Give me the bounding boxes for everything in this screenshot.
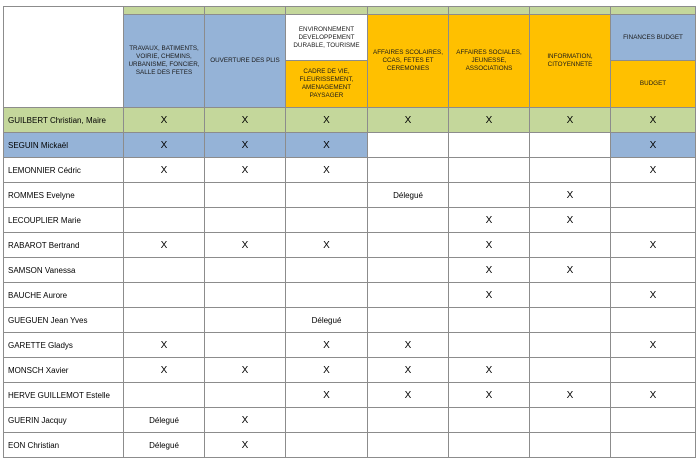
assignment-cell: X (611, 333, 696, 358)
assignment-cell: X (449, 108, 530, 133)
assignment-cell: X (530, 183, 611, 208)
assignment-cell (286, 208, 368, 233)
assignment-cell (449, 308, 530, 333)
band-cell (124, 7, 205, 15)
assignment-cell (286, 183, 368, 208)
assignment-cell: X (286, 233, 368, 258)
assignment-cell (368, 433, 449, 458)
assignment-cell: X (205, 108, 286, 133)
assignment-cell (611, 433, 696, 458)
assignment-cell: X (286, 383, 368, 408)
assignment-cell (124, 208, 205, 233)
assignment-cell: X (449, 208, 530, 233)
assignment-cell: X (449, 358, 530, 383)
table-row (4, 408, 696, 433)
assignment-cell (530, 283, 611, 308)
table-row (4, 383, 696, 408)
assignment-cell (205, 208, 286, 233)
header-ouverture-plis: OUVERTURE DES PLIS (205, 15, 286, 108)
assignment-cell: X (368, 383, 449, 408)
band-cell (449, 7, 530, 15)
assignment-cell: X (205, 358, 286, 383)
assignment-cell (530, 308, 611, 333)
assignment-cell (449, 333, 530, 358)
assignment-cell: X (124, 358, 205, 383)
assignment-cell: X (124, 233, 205, 258)
assignment-cell (286, 283, 368, 308)
assignment-cell (449, 433, 530, 458)
assignment-cell: X (286, 108, 368, 133)
assignment-cell (124, 383, 205, 408)
assignment-cell: X (611, 383, 696, 408)
assignment-cell (124, 183, 205, 208)
table-row (4, 258, 696, 283)
band-cell (368, 7, 449, 15)
member-name: SEGUIN Mickaël (4, 133, 124, 158)
assignment-cell: X (205, 158, 286, 183)
member-name: MONSCH Xavier (4, 358, 124, 383)
assignment-cell (530, 408, 611, 433)
assignment-cell: X (611, 133, 696, 158)
assignment-cell: X (124, 133, 205, 158)
header-budget: BUDGET (611, 61, 696, 108)
table-row (4, 333, 696, 358)
table-row (4, 183, 696, 208)
assignment-cell (205, 383, 286, 408)
member-name: HERVE GUILLEMOT Estelle (4, 383, 124, 408)
header-environnement: ENVIRONNEMENT DEVELOPPEMENT DURABLE, TOURISME (286, 15, 368, 61)
assignment-cell: X (124, 333, 205, 358)
band-cell (530, 7, 611, 15)
assignment-cell: X (368, 108, 449, 133)
table-row (4, 158, 696, 183)
assignment-cell (449, 183, 530, 208)
assignment-cell: X (611, 233, 696, 258)
assignment-cell: X (205, 433, 286, 458)
assignment-cell (611, 208, 696, 233)
assignment-cell: X (530, 383, 611, 408)
assignment-cell (530, 233, 611, 258)
member-name: GARETTE Gladys (4, 333, 124, 358)
assignment-cell (205, 258, 286, 283)
header-affaires-sociales: AFFAIRES SOCIALES, JEUNESSE, ASSOCIATIONS (449, 15, 530, 108)
table-row (4, 308, 696, 333)
assignment-cell: X (286, 133, 368, 158)
assignment-cell (368, 158, 449, 183)
member-name: ROMMES Evelyne (4, 183, 124, 208)
member-name: SAMSON Vanessa (4, 258, 124, 283)
assignment-cell (449, 408, 530, 433)
assignment-cell: X (286, 358, 368, 383)
assignment-cell: X (286, 158, 368, 183)
assignment-cell (205, 183, 286, 208)
assignment-cell: Délegué (286, 308, 368, 333)
member-name: GUILBERT Christian, Maire (4, 108, 124, 133)
band-cell (286, 7, 368, 15)
assignment-cell (449, 133, 530, 158)
assignment-cell (611, 358, 696, 383)
assignment-cell (530, 133, 611, 158)
assignment-cell: X (205, 233, 286, 258)
assignment-cell (286, 433, 368, 458)
assignment-cell: X (368, 333, 449, 358)
member-name: EON Christian (4, 433, 124, 458)
member-name: GUEGUEN Jean Yves (4, 308, 124, 333)
assignment-cell (368, 258, 449, 283)
assignment-cell (368, 233, 449, 258)
header-affaires-scolaires: AFFAIRES SCOLAIRES, CCAS, FETES ET CEREMONIES (368, 15, 449, 108)
assignment-cell (530, 158, 611, 183)
assignment-cell (205, 308, 286, 333)
corner-cell (4, 7, 124, 108)
assignment-cell (611, 408, 696, 433)
assignment-cell: Délegué (124, 433, 205, 458)
member-name: RABAROT Bertrand (4, 233, 124, 258)
assignment-cell: X (449, 258, 530, 283)
assignment-cell (124, 283, 205, 308)
assignment-cell (124, 258, 205, 283)
header-travaux: TRAVAUX, BATIMENTS, VOIRIE, CHEMINS, URBANISME, FONCIER, SALLE DES FETES (124, 15, 205, 108)
assignment-cell: X (611, 158, 696, 183)
assignment-cell (368, 308, 449, 333)
assignment-cell (368, 283, 449, 308)
assignment-cell: X (530, 208, 611, 233)
assignment-cell (530, 358, 611, 383)
assignment-cell (530, 333, 611, 358)
table-row (4, 133, 696, 158)
table-row (4, 108, 696, 133)
table-row (4, 283, 696, 308)
table-row (4, 233, 696, 258)
assignment-cell: X (449, 233, 530, 258)
member-name: LEMONNIER Cédric (4, 158, 124, 183)
assignment-cell (449, 158, 530, 183)
assignment-cell: X (530, 258, 611, 283)
assignment-cell: X (124, 158, 205, 183)
table-row (4, 208, 696, 233)
assignment-cell (611, 308, 696, 333)
member-name: LECOUPLIER Marie (4, 208, 124, 233)
assignment-cell (368, 208, 449, 233)
assignment-cell: X (124, 108, 205, 133)
member-name: BAUCHE Aurore (4, 283, 124, 308)
assignment-cell (530, 433, 611, 458)
assignment-cell (124, 308, 205, 333)
header-band-row (4, 7, 696, 15)
member-name: GUERIN Jacquy (4, 408, 124, 433)
assignment-cell (205, 283, 286, 308)
assignment-cell: X (449, 383, 530, 408)
assignment-cell (368, 133, 449, 158)
assignment-cell: Délegué (124, 408, 205, 433)
band-cell (611, 7, 696, 15)
header-cadre-de-vie: CADRE DE VIE, FLEURISSEMENT, AMENAGEMENT PAYSAGER (286, 61, 368, 108)
assignment-cell (368, 408, 449, 433)
assignment-cell: X (205, 408, 286, 433)
table-row (4, 433, 696, 458)
band-cell (205, 7, 286, 15)
assignment-cell (611, 258, 696, 283)
assignment-cell: X (205, 133, 286, 158)
assignment-cell (286, 258, 368, 283)
assignment-cell (611, 183, 696, 208)
header-finances-budget: FINANCES BUDGET (611, 15, 696, 61)
header-information: INFORMATION, CITOYENNETE (530, 15, 611, 108)
assignment-cell: X (368, 358, 449, 383)
assignment-cell: X (611, 283, 696, 308)
assignment-cell: X (611, 108, 696, 133)
assignment-cell: X (530, 108, 611, 133)
commission-table (3, 6, 696, 458)
table-row (4, 358, 696, 383)
assignment-cell: Délegué (368, 183, 449, 208)
assignment-cell (286, 408, 368, 433)
assignment-cell: X (449, 283, 530, 308)
assignment-cell (205, 333, 286, 358)
member-rows (4, 108, 696, 458)
assignment-cell: X (286, 333, 368, 358)
